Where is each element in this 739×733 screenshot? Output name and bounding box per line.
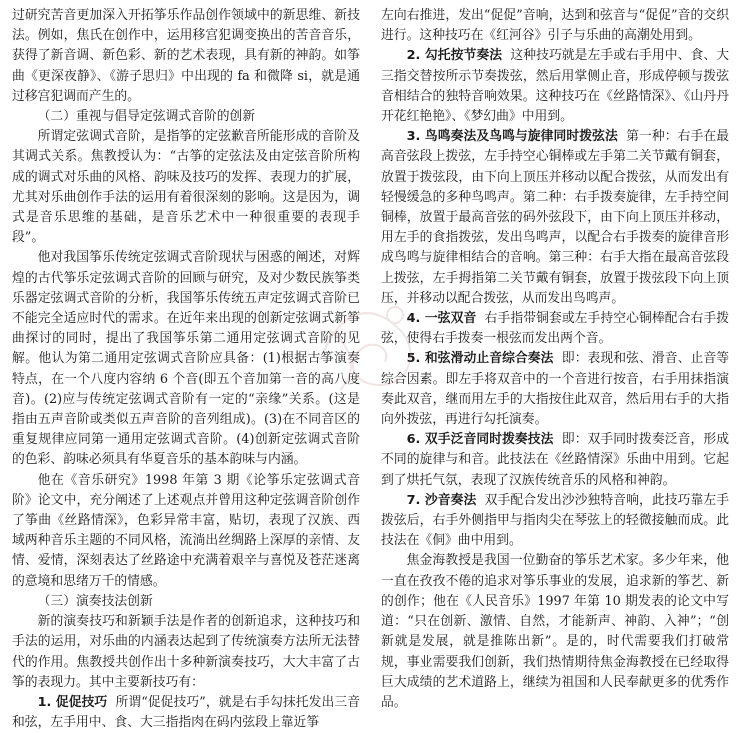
technique-text: 右手指带铜套或左手持空心铜棒配合右手拨弦，使得右手拨奏一根弦而发出两个音。 [381, 311, 729, 347]
technique-item-4 [381, 309, 729, 349]
technique-item-7 [381, 491, 729, 552]
technique-text: 第一种：右手在最高音弦段上拨弦，左手持空心铜棒或左手第二关节戴有铜套，放置于拨弦段，由下向上顶压并移动以配合拨弦，从而发出有轻慢缓急的多种鸟鸣声。第二种：右手拨奏旋律，左手持空间铜棒，放置于最高音弦的码外弦段下，由下向上顶压并移动，用左手的食指拨弦，发出鸟鸣声，以配合右手拨奏的旋律音形成鸟鸣与旋律相结合的音响。第三种：右手大指在最高音弦段上拨弦，左手拇指第二关节戴有铜套，放置于拨弦段下向上顶压，并移动以配合拨弦，从而发出鸟鸣声。 [381, 129, 729, 306]
technique-title: 6. 双手泛音同时拨奏技法 [406, 432, 554, 448]
technique-title: 4. 一弦双音 [406, 311, 477, 327]
left-column [12, 6, 360, 731]
paragraph-continuation: 左向右推进，发出“促促”音响，达到和弦音与“促促”音的交织进行。这种技巧在《红河谷》引子与乐曲的高潮处用到。 [381, 8, 729, 44]
technique-title: 7. 沙音奏法 [406, 492, 477, 508]
paragraph: 他在《音乐研究》1998 年第 3 期《论筝乐定弦调式音阶》论文中，充分阐述了上述观点并曾用这种定弦调音阶创作了筝曲《丝路情深》，色彩异常丰富，贴切，表现了汉族、西域两种音乐主题的不同风格，流淌出丝绸路上深厚的亲情、友情、爱情，深刻表达了丝路途中充满着艰辛与喜悦及苍茫迷离的意境和思绪万千的情感。 [12, 472, 360, 589]
paragraph: 他对我国筝乐传统定弦调式音阶现状与困惑的阐述，对辉煌的古代筝乐定弦调式音阶的回顾与研究，及对少数民族筝类乐器定弦调式音阶的分析，我国筝乐传统五声定弦调式音阶已不能完全适应时代的需求。在近年来出现的创新定弦调式新筝曲探讨的同时，提出了我国筝乐第二通用定弦调式音阶的见解。他认为第二通用定弦调式音阶应具备：(1)根据古筝演奏特点，在一个八度内容纳 6 个音(即五个音加第一音的高八度音)。(2)应与传统定弦调式音阶有一定的“亲缘”关系。(这是指由五声音阶或类似五声音阶的音列组成)。(3)在不同音区的重复规律应同第一通用定弦调式音阶。(4)创新定弦调式音阶的色彩、韵味必须具有华夏音乐的基本韵味与内涵。 [12, 250, 360, 468]
technique-title: 2. 勾托按节奏法 [406, 48, 503, 64]
technique-item-5 [381, 349, 729, 430]
technique-title: 3. 鸟鸣奏法及鸟鸣与旋律同时拨弦法 [406, 129, 618, 145]
technique-text: 所谓“促促技巧”，就是右手勾抹托发出三音和弦，左手用中、食、大三指指肉在码内弦段上靠近筝 [12, 694, 360, 731]
technique-title: 5. 和弦滑动止音综合奏法 [406, 351, 554, 367]
technique-item-6 [381, 430, 729, 491]
paragraph: 所谓定弦调式音阶，是指筝的定弦歉音所能形成的音阶及其调式关系。焦教授认为：“古筝的定弦法及由定弦音阶所构成的调式对乐曲的风格、韵味及技巧的发挥、表现力的扩展，尤其对乐曲创作手法的运用有着很深刻的影响。这是因为，调式是音乐思维的基础，是音乐艺术中一种很重要的表现手段”。 [12, 129, 360, 246]
paragraph-conclusion: 焦金海教授是我国一位勤奋的筝乐艺术家。多少年来，他一直在孜孜不倦的追求对筝乐事业的发展，追求新的筝艺、新的创作；他在《人民音乐》1997 年第 10 期发表的论文中写道：“只在创新、激情、自然，才能新声、神韵、入神”；“创新就是发展，就是推陈出新”。是的，时代需要我们打破常规，事业需要我们创新，我们热情期待焦金海教授在已经取得巨大成绩的艺术道路上，继续为祖国和人民奉献更多的优秀作品。 [381, 553, 729, 710]
technique-text: 即：表现和弦、滑音、止音等综合因素。即左手将双音中的一个音进行按音，右手用抹指演奏此双音，继而用左手的大指按住此双音，然后用右手的大指向外拨弦，再进行勾托演奏。 [381, 351, 730, 428]
section-heading-3: （三）演奏技法创新 [37, 593, 153, 609]
technique-item-3 [381, 127, 729, 309]
technique-item-2 [381, 46, 729, 127]
paragraph-continuation: 过研究苦音更加深入开拓筝乐作品创作领域中的新思维、新技法。例如，焦氏在创作中，运用移宫犯调变换出的苦音音乐，获得了新音调、新色彩、新的艺术表现，具有新的神韵。如筝曲《更深夜静》、《游子思归》中出现的 fa 和微降 si，就是通过移宫犯调而产生的。 [12, 8, 360, 104]
technique-item-1 [12, 693, 360, 733]
technique-text: 这种技巧就是左手或右手用中、食、大三指交替按所示节奏拨弦，然后用掌侧止音，形成停顿与拨弦音相结合的独特音响效果。这种技巧在《丝路情深》、《山丹丹开花红艳艳》、《梦幻曲》中用到。 [381, 48, 729, 125]
technique-text: 双手配合发出沙沙独特音响，此技巧靠左手拨弦后，右手外侧指甲与指肉尖在琴弦上的轻微接触而成。此技法在《侗》曲中用到。 [381, 492, 729, 549]
right-column [381, 6, 730, 710]
technique-text: 即：双手同时拨奏泛音，形成不同的旋律与和音。此技法在《丝路情深》乐曲中用到。它起到了烘托气氛，表现了汉族传统音乐的风格和神韵。 [381, 432, 730, 488]
paragraph: 新的演奏技巧和新颖手法是作者的创新追求，这种技巧和手法的运用，对乐曲的内涵表达起到了传统演奏方法所无法替代的作用。焦教授共创作出十多种新演奏技巧，大大丰富了古筝的表现力。其中主要新技巧有： [12, 614, 360, 690]
section-heading-2: （二）重视与倡导定弦调式音阶的创新 [37, 109, 256, 125]
technique-title: 1. 促促技巧 [37, 694, 108, 710]
